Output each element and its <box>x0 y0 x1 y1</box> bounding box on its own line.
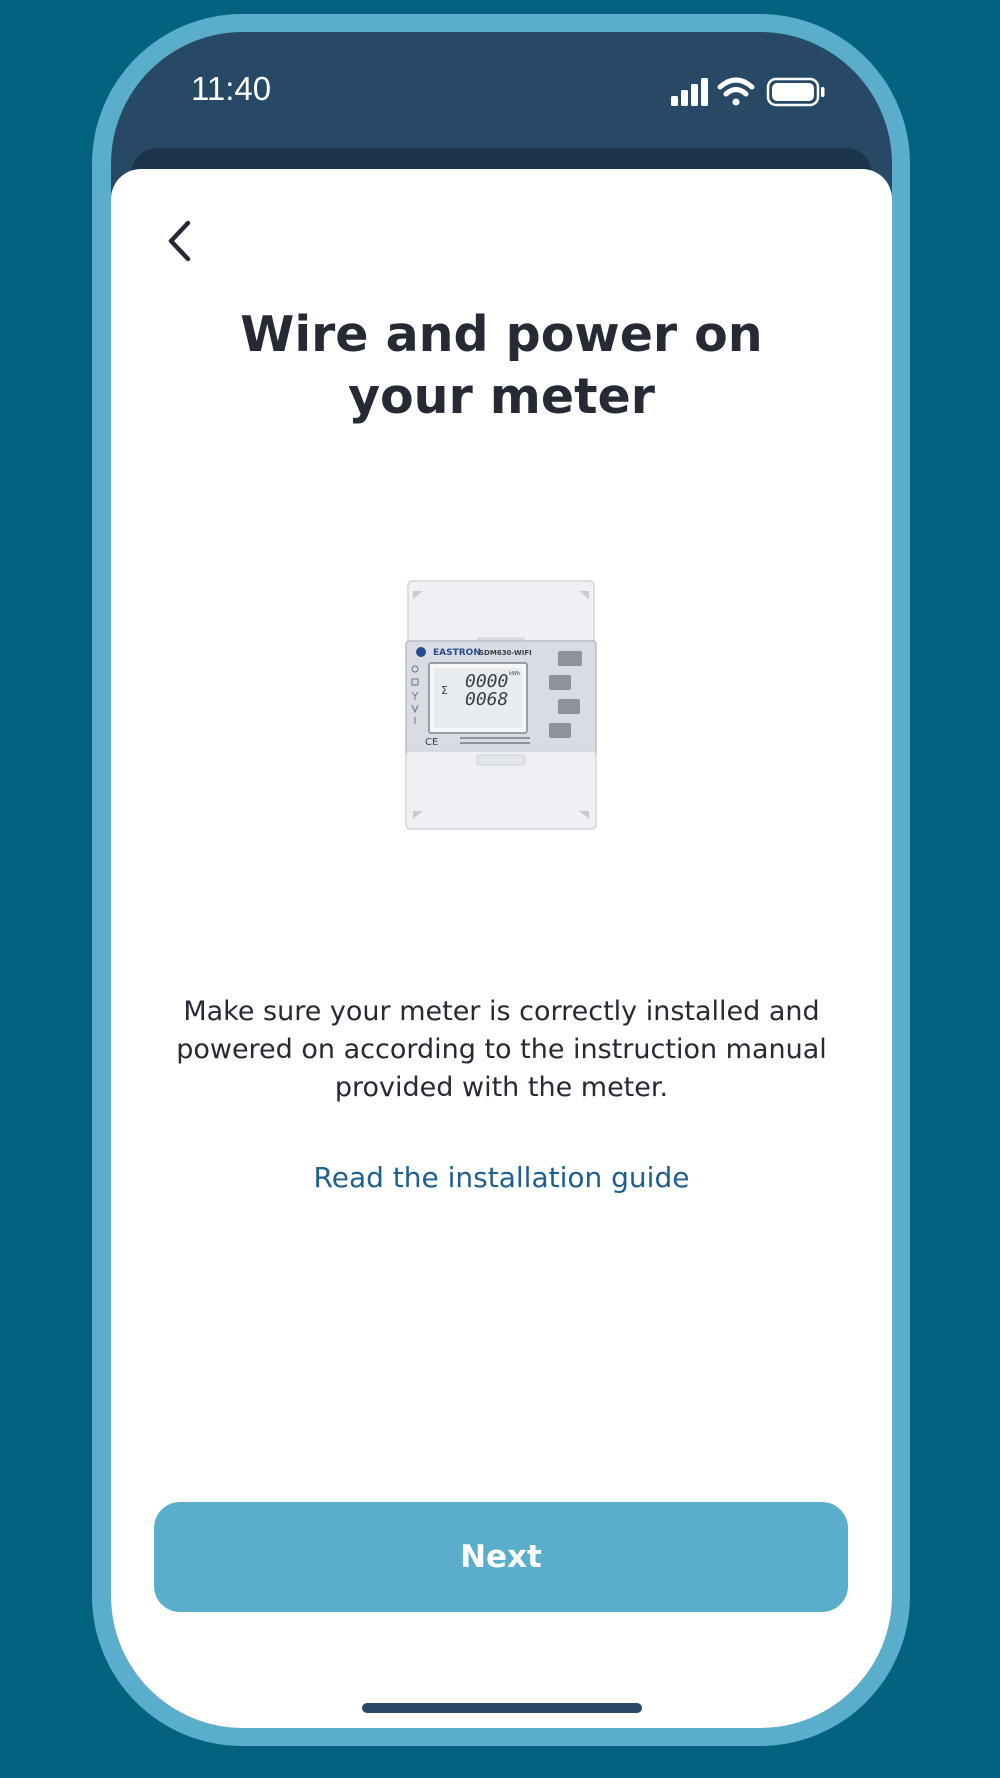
phone-screen <box>111 32 892 1728</box>
meter-display-line-1: 0000 <box>465 671 509 692</box>
page-title <box>151 304 852 428</box>
home-indicator <box>362 1703 642 1713</box>
status-icons <box>669 74 839 110</box>
back-button[interactable] <box>149 211 209 271</box>
meter-brand: EASTRON <box>433 648 481 658</box>
status-time: 11:40 <box>191 70 272 107</box>
meter-image <box>405 579 597 831</box>
title-line-1: Wire and power on <box>240 306 763 363</box>
svg-text:CE: CE <box>425 737 439 748</box>
description-text: Make sure your meter is correctly installed and powered on according to the instruction manual provided with the meter. <box>176 996 827 1103</box>
signal-icon <box>671 78 708 106</box>
status-bar <box>111 32 892 152</box>
meter-display-unit: kWh <box>509 671 521 677</box>
meter-display-line-2: 0068 <box>465 689 509 710</box>
next-button[interactable]: Next <box>154 1502 848 1612</box>
content-sheet <box>111 169 892 1728</box>
wifi-icon <box>720 80 752 106</box>
meter-model: SDM630-WIFI <box>479 649 532 657</box>
installation-guide-link[interactable]: Read the installation guide <box>313 1161 690 1194</box>
svg-text:Σ: Σ <box>441 684 448 697</box>
battery-icon <box>768 79 825 105</box>
title-line-2: your meter <box>348 368 655 425</box>
chevron-left-icon <box>164 219 194 263</box>
